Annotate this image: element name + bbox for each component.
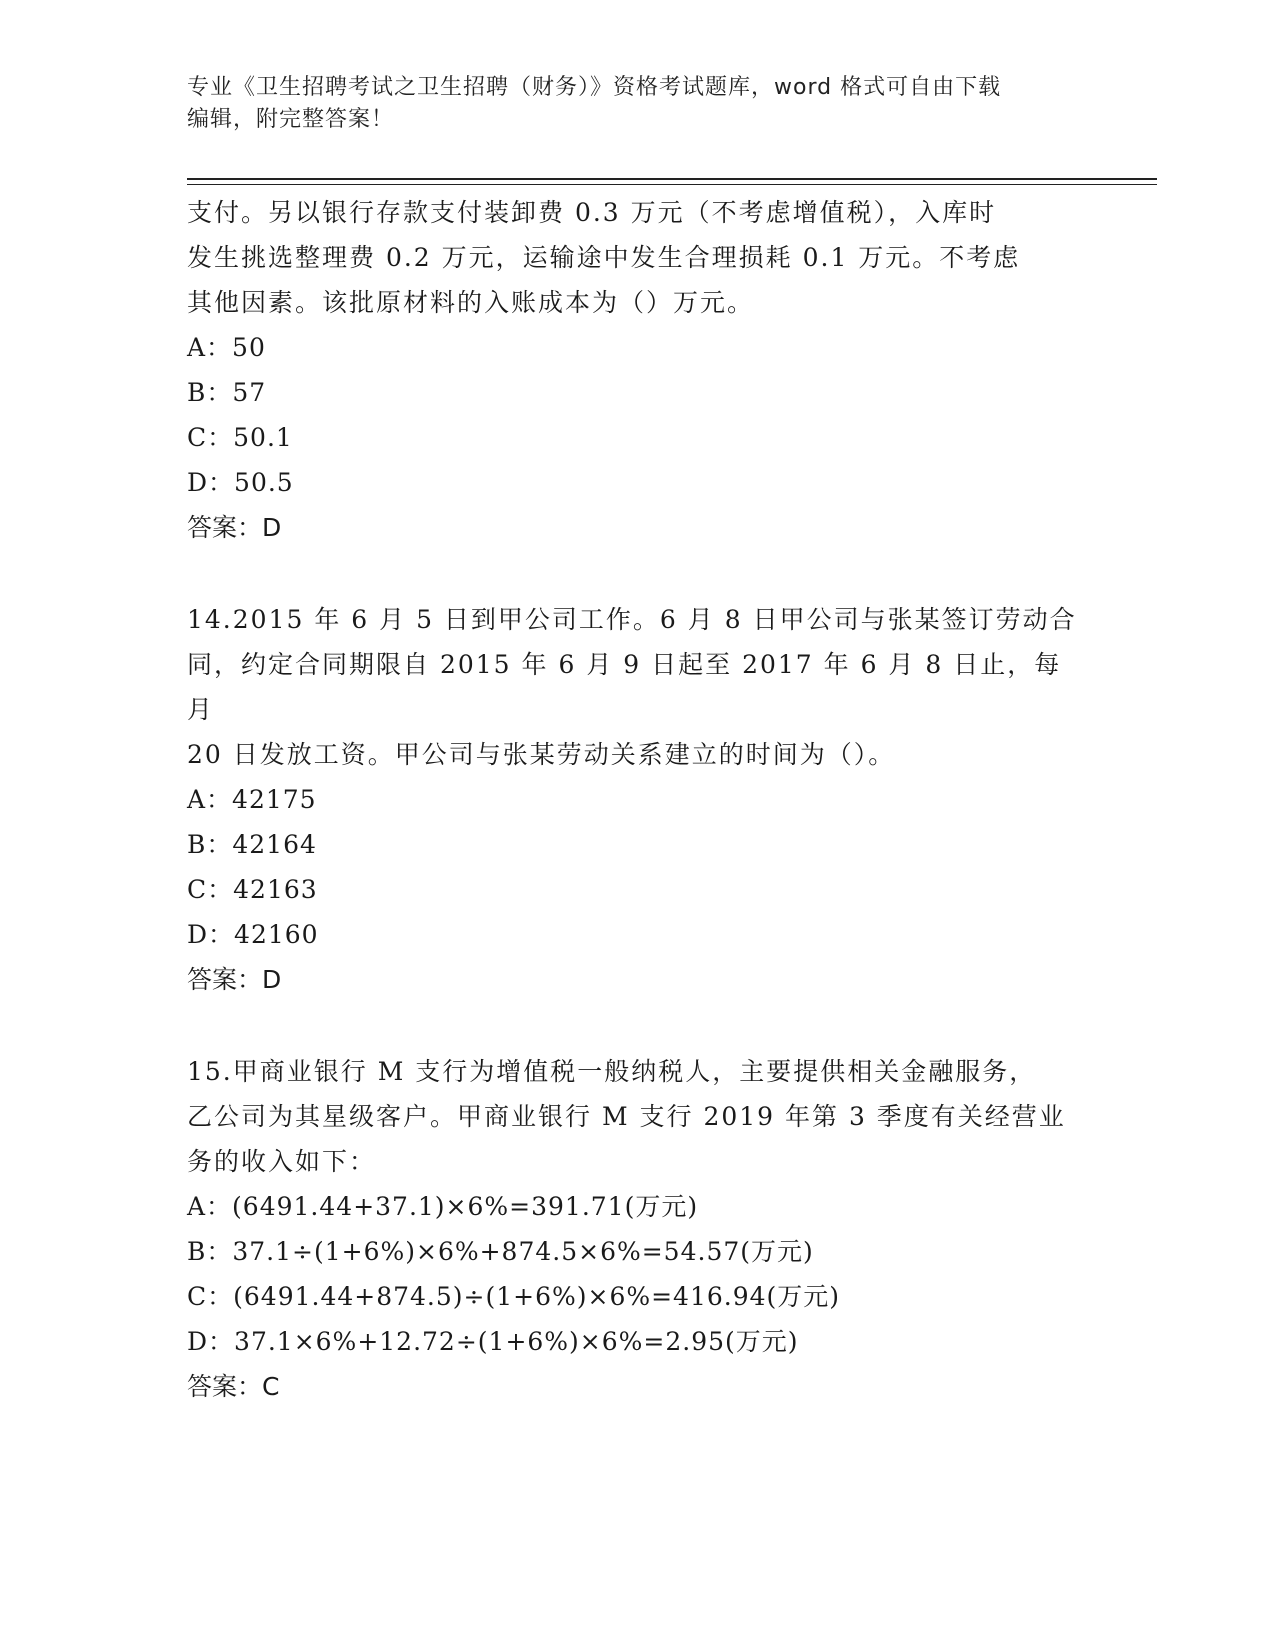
question-list (187, 190, 1087, 1409)
option-a: A：(6491.44+37.1)×6%=391.71(万元) (187, 1192, 699, 1221)
question-spacer (187, 1002, 1087, 1049)
option-c: C：42163 (187, 875, 318, 904)
answer-line: 答案：D (187, 513, 282, 542)
question-text-line: 发生挑选整理费 0.2 万元，运输途中发生合理损耗 0.1 万元。不考虑 (187, 243, 1021, 272)
question-spacer (187, 550, 1087, 597)
question-block-14 (187, 597, 1087, 1002)
option-d: D：50.5 (187, 468, 294, 497)
option-d: D：37.1×6%+12.72÷(1+6%)×6%=2.95(万元) (187, 1327, 799, 1356)
question-text-line: 支付。另以银行存款支付装卸费 0.3 万元（不考虑增值税），入库时 (187, 198, 997, 227)
option-b: B：42164 (187, 830, 317, 859)
question-text-line: 同，约定合同期限自 2015 年 6 月 9 日起至 2017 年 6 月 8 日止，每月 (187, 650, 1062, 724)
answer-line: 答案：D (187, 965, 282, 994)
question-text-line: 其他因素。该批原材料的入账成本为（）万元。 (187, 288, 755, 317)
question-text-line: 务的收入如下： (187, 1147, 377, 1176)
option-d: D：42160 (187, 920, 319, 949)
header-rule-thin (187, 184, 1157, 185)
question-block-15 (187, 1049, 1087, 1409)
question-block-13 (187, 190, 1087, 550)
document-header (187, 72, 1087, 136)
option-b: B：37.1÷(1+6%)×6%+874.5×6%=54.57(万元) (187, 1237, 814, 1266)
header-rule-thick (187, 178, 1157, 180)
question-text-line: 15.甲商业银行 M 支行为增值税一般纳税人，主要提供相关金融服务， (187, 1057, 1037, 1086)
option-c: C：(6491.44+874.5)÷(1+6%)×6%=416.94(万元) (187, 1282, 841, 1311)
option-a: A：50 (187, 333, 266, 362)
question-text-line: 20 日发放工资。甲公司与张某劳动关系建立的时间为（）。 (187, 740, 896, 769)
option-c: C：50.1 (187, 423, 293, 452)
question-text-line: 14.2015 年 6 月 5 日到甲公司工作。6 月 8 日甲公司与张某签订劳动合 (187, 605, 1077, 634)
header-line-1: 专业《卫生招聘考试之卫生招聘（财务）》资格考试题库，word 格式可自由下载 (187, 75, 1002, 100)
header-line-2: 编辑，附完整答案！ (187, 107, 395, 132)
option-b: B：57 (187, 378, 267, 407)
answer-line: 答案：C (187, 1372, 280, 1401)
question-text-line: 乙公司为其星级客户。甲商业银行 M 支行 2019 年第 3 季度有关经营业 (187, 1102, 1066, 1131)
option-a: A：42175 (187, 785, 317, 814)
